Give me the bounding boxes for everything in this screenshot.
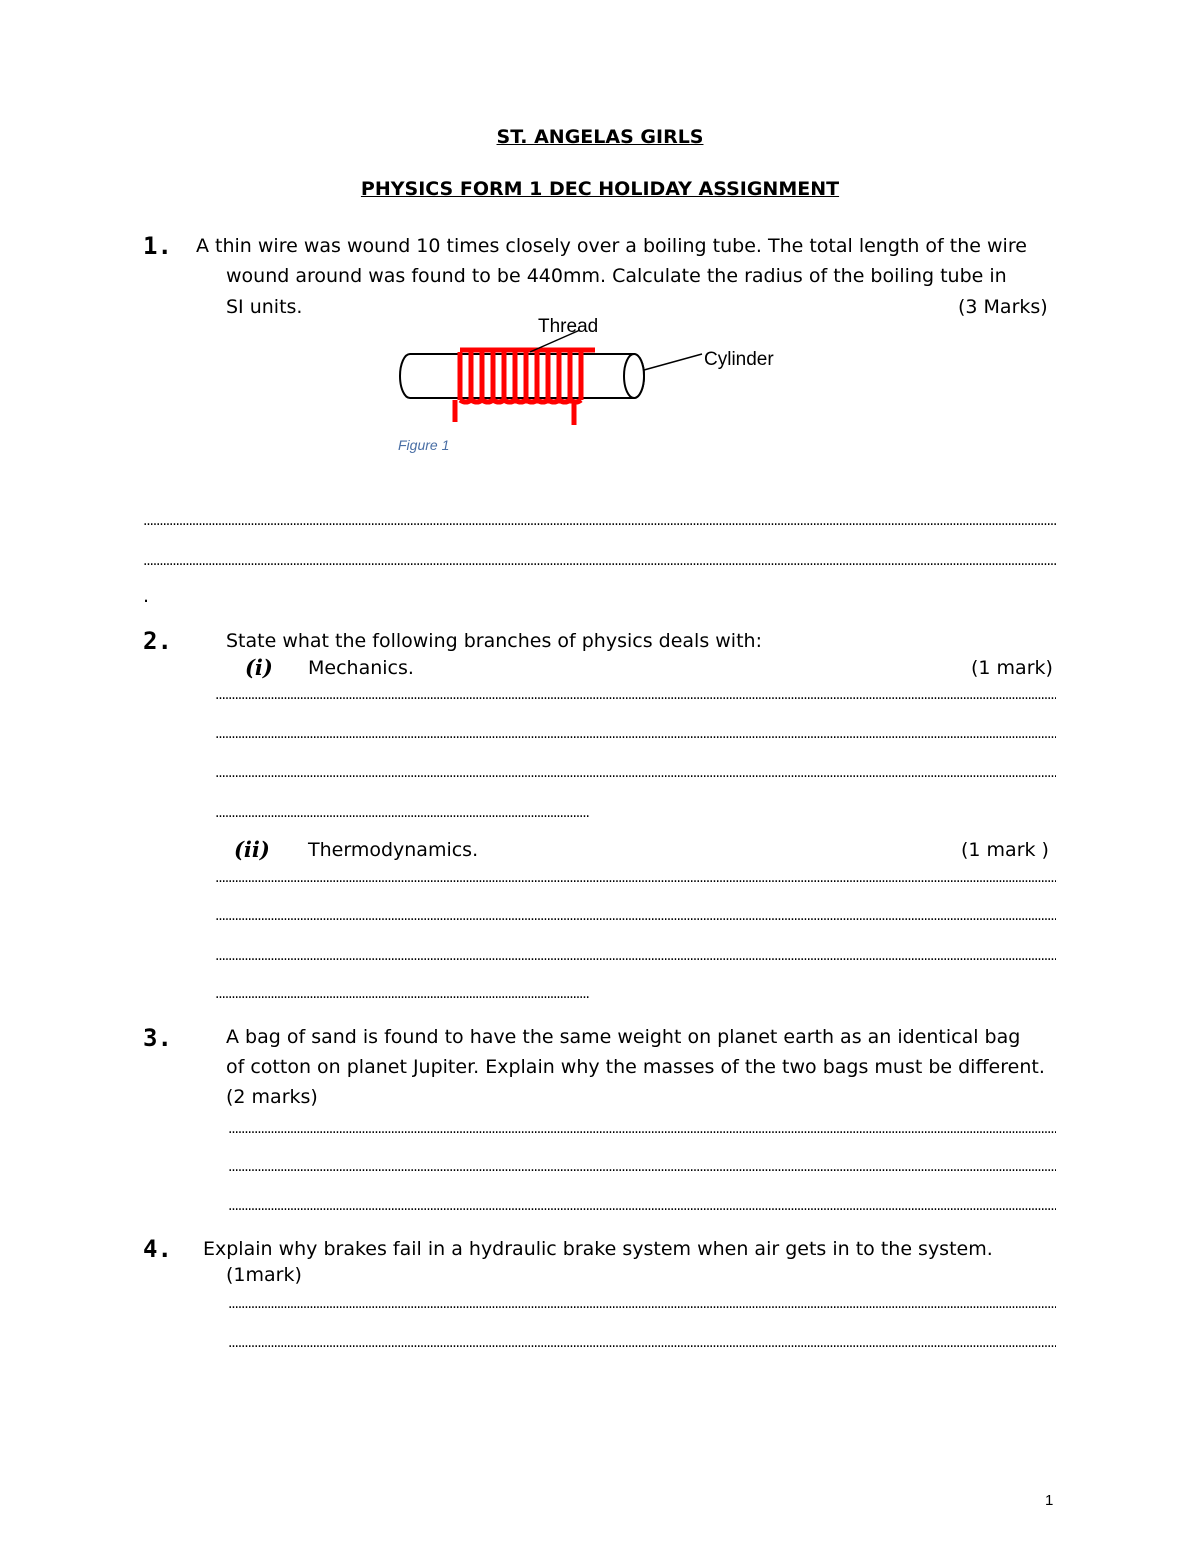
answer-line	[143, 514, 1057, 528]
question-4-line-1: Explain why brakes fail in a hydraulic brake system when air gets in to the system.	[203, 1238, 993, 1260]
question-3-number: 3.	[143, 1024, 172, 1052]
school-title: ST. ANGELAS GIRLS	[496, 126, 704, 148]
answer-line	[215, 987, 590, 1001]
page-number: 1	[1045, 1492, 1054, 1509]
question-3-line-2: of cotton on planet Jupiter. Explain why the masses of the two bags must be different.	[226, 1056, 1045, 1078]
question-3-marks: (2 marks)	[226, 1086, 318, 1108]
cylinder-end	[624, 354, 644, 398]
answer-line	[228, 1297, 1056, 1311]
answer-line	[143, 554, 1057, 568]
question-4-marks: (1mark)	[226, 1264, 302, 1286]
question-1-line-2: wound around was found to be 440mm. Calculate the radius of the boiling tube in	[226, 265, 1007, 287]
cylinder-label: Cylinder	[704, 349, 774, 370]
thread-label: Thread	[538, 316, 599, 337]
cylinder-pointer	[644, 354, 702, 370]
question-1-line-3: SI units.	[226, 296, 303, 318]
question-2-prompt: State what the following branches of physics deals with:	[226, 630, 762, 652]
answer-line	[228, 1122, 1056, 1136]
question-4-number: 4.	[143, 1235, 172, 1263]
answer-line	[228, 1160, 1056, 1174]
figure-1-caption: Figure 1	[398, 437, 450, 453]
answer-line	[215, 949, 1056, 963]
part-ii-marks: (1 mark )	[961, 839, 1049, 861]
answer-line	[228, 1199, 1056, 1213]
answer-line	[215, 766, 1056, 780]
answer-line	[215, 727, 1056, 741]
answer-line	[215, 806, 590, 820]
question-3-line-1: A bag of sand is found to have the same weight on planet earth as an identical bag	[226, 1026, 1021, 1048]
question-1-line-1: A thin wire was wound 10 times closely over a boiling tube. The total length of the wire	[196, 235, 1027, 257]
part-ii-label: Thermodynamics.	[308, 839, 479, 861]
part-i-marks: (1 mark)	[971, 657, 1053, 679]
question-2-number: 2.	[143, 627, 172, 655]
trailing-dot: .	[143, 585, 150, 607]
cylinder-body	[400, 354, 644, 398]
question-1-marks: (3 Marks)	[958, 296, 1048, 318]
answer-line	[215, 688, 1056, 702]
answer-line	[215, 909, 1056, 923]
assignment-title: PHYSICS FORM 1 DEC HOLIDAY ASSIGNMENT	[360, 178, 840, 200]
question-1-number: 1.	[143, 232, 172, 260]
answer-line	[228, 1336, 1056, 1350]
part-ii-numeral: (ii)	[234, 837, 270, 862]
part-i-numeral: (i)	[245, 655, 273, 680]
answer-line	[215, 871, 1056, 885]
part-i-label: Mechanics.	[308, 657, 414, 679]
